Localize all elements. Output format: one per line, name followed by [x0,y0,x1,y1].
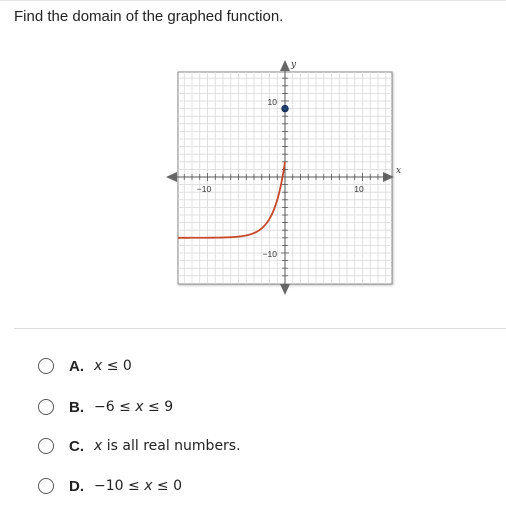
choice-letter: B. [69,398,84,416]
choice-d[interactable] [38,475,182,497]
x-axis-label: x [396,166,402,176]
choice-letter: A. [69,357,84,375]
y-axis-label: y [291,60,297,70]
curve-endpoint [282,105,289,112]
y-tick-label-neg10: −10 [262,249,277,259]
choice-text: x is all real numbers. [94,438,241,454]
function-graph [160,55,400,300]
radio-button[interactable] [38,399,54,415]
choice-b[interactable] [38,396,173,418]
y-axis-arrow-up [280,60,290,71]
x-tick-label-neg10: −10 [196,184,212,194]
choice-text: −6 ≤ x ≤ 9 [94,399,174,415]
choice-letter: D. [69,477,84,495]
choice-text: −10 ≤ x ≤ 0 [94,478,183,494]
top-border [0,0,506,1]
y-tick-label-10: 10 [267,97,277,107]
choice-a[interactable] [38,355,132,377]
choice-letter: C. [69,437,84,455]
question-prompt: Find the domain of the graphed function. [14,8,284,25]
x-axis-arrow-left [166,172,177,182]
radio-button[interactable] [38,358,54,374]
radio-button[interactable] [38,438,54,454]
y-axis-arrow-down [280,284,290,295]
section-divider [14,328,506,329]
choice-c[interactable] [38,435,241,457]
radio-button[interactable] [38,478,54,494]
choice-text: x ≤ 0 [94,358,132,374]
x-tick-label-10: 10 [354,184,364,194]
